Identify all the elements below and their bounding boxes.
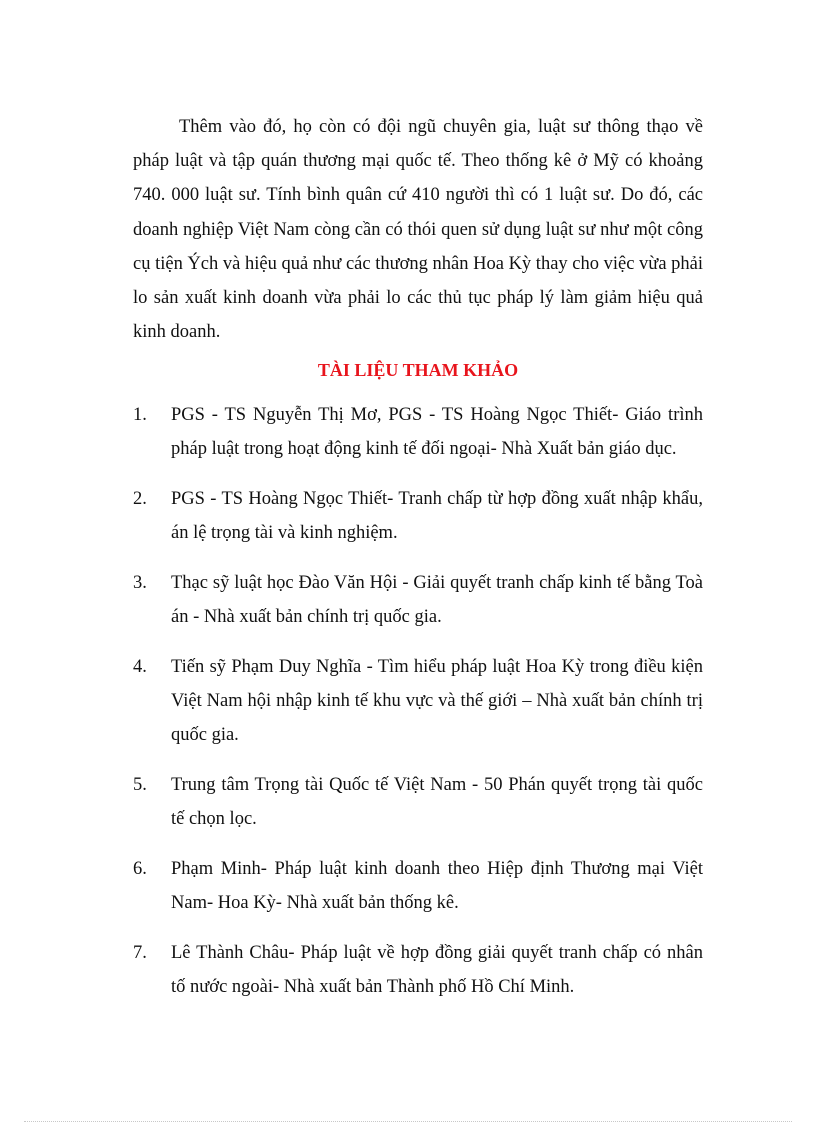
reference-text: PGS - TS Hoàng Ngọc Thiết- Tranh chấp từ hợp đồng xuất nhập khẩu, án lệ trọng tài và kinh nghiệm. bbox=[171, 489, 703, 543]
reference-item-1 bbox=[133, 398, 703, 466]
reference-list bbox=[133, 398, 703, 1020]
reference-item-4 bbox=[133, 650, 703, 752]
references-heading: TÀI LIỆU THAM KHẢO bbox=[317, 360, 519, 380]
reference-text: Trung tâm Trọng tài Quốc tế Việt Nam - 50 Phán quyết trọng tài quốc tế chọn lọc. bbox=[171, 775, 703, 829]
reference-number: 7. bbox=[133, 943, 147, 963]
reference-text: Tiến sỹ Phạm Duy Nghĩa - Tìm hiểu pháp luật Hoa Kỳ trong điều kiện Việt Nam hội nhập kinh tế khu vực và thế giới – Nhà xuất bản chính trị quốc gia. bbox=[171, 657, 703, 745]
reference-item-2 bbox=[133, 482, 703, 550]
reference-number: 4. bbox=[133, 657, 147, 677]
reference-item-3 bbox=[133, 566, 703, 634]
page-bottom-divider bbox=[24, 1121, 792, 1122]
reference-item-5 bbox=[133, 768, 703, 836]
reference-text: PGS - TS Nguyễn Thị Mơ, PGS - TS Hoàng Ngọc Thiết- Giáo trình pháp luật trong hoạt động kinh tế đối ngoại- Nhà Xuất bản giáo dục. bbox=[171, 405, 703, 459]
reference-number: 5. bbox=[133, 775, 147, 795]
reference-number: 6. bbox=[133, 859, 147, 879]
reference-item-7 bbox=[133, 936, 703, 1004]
reference-text: Thạc sỹ luật học Đào Văn Hội - Giải quyết tranh chấp kinh tế bằng Toà án - Nhà xuất bản chính trị quốc gia. bbox=[171, 573, 703, 627]
reference-number: 3. bbox=[133, 573, 147, 593]
reference-item-6 bbox=[133, 852, 703, 920]
reference-text: Lê Thành Châu- Pháp luật về hợp đồng giải quyết tranh chấp có nhân tố nước ngoài- Nhà xuất bản Thành phố Hồ Chí Minh. bbox=[171, 943, 703, 997]
reference-text: Phạm Minh- Pháp luật kinh doanh theo Hiệp định Thương mại Việt Nam- Hoa Kỳ- Nhà xuất bản thống kê. bbox=[171, 859, 703, 913]
reference-number: 1. bbox=[133, 405, 147, 425]
reference-number: 2. bbox=[133, 489, 147, 509]
intro-paragraph: Thêm vào đó, họ còn có đội ngũ chuyên gia, luật sư thông thạo về pháp luật và tập quán thương mại quốc tế. Theo thống kê ở Mỹ có khoảng 740. 000 luật sư. Tính bình quân cứ 410 người thì có 1 luật sư. Do đó, các doanh nghiệp Việt Nam còng cần có thói quen sử dụng luật sư như một công cụ tiện Ých và hiệu quả như các thương nhân Hoa Kỳ thay cho việc vừa phải lo sản xuất kinh doanh vừa phải lo các thủ tục pháp lý làm giảm hiệu quả kinh doanh. bbox=[133, 117, 704, 343]
